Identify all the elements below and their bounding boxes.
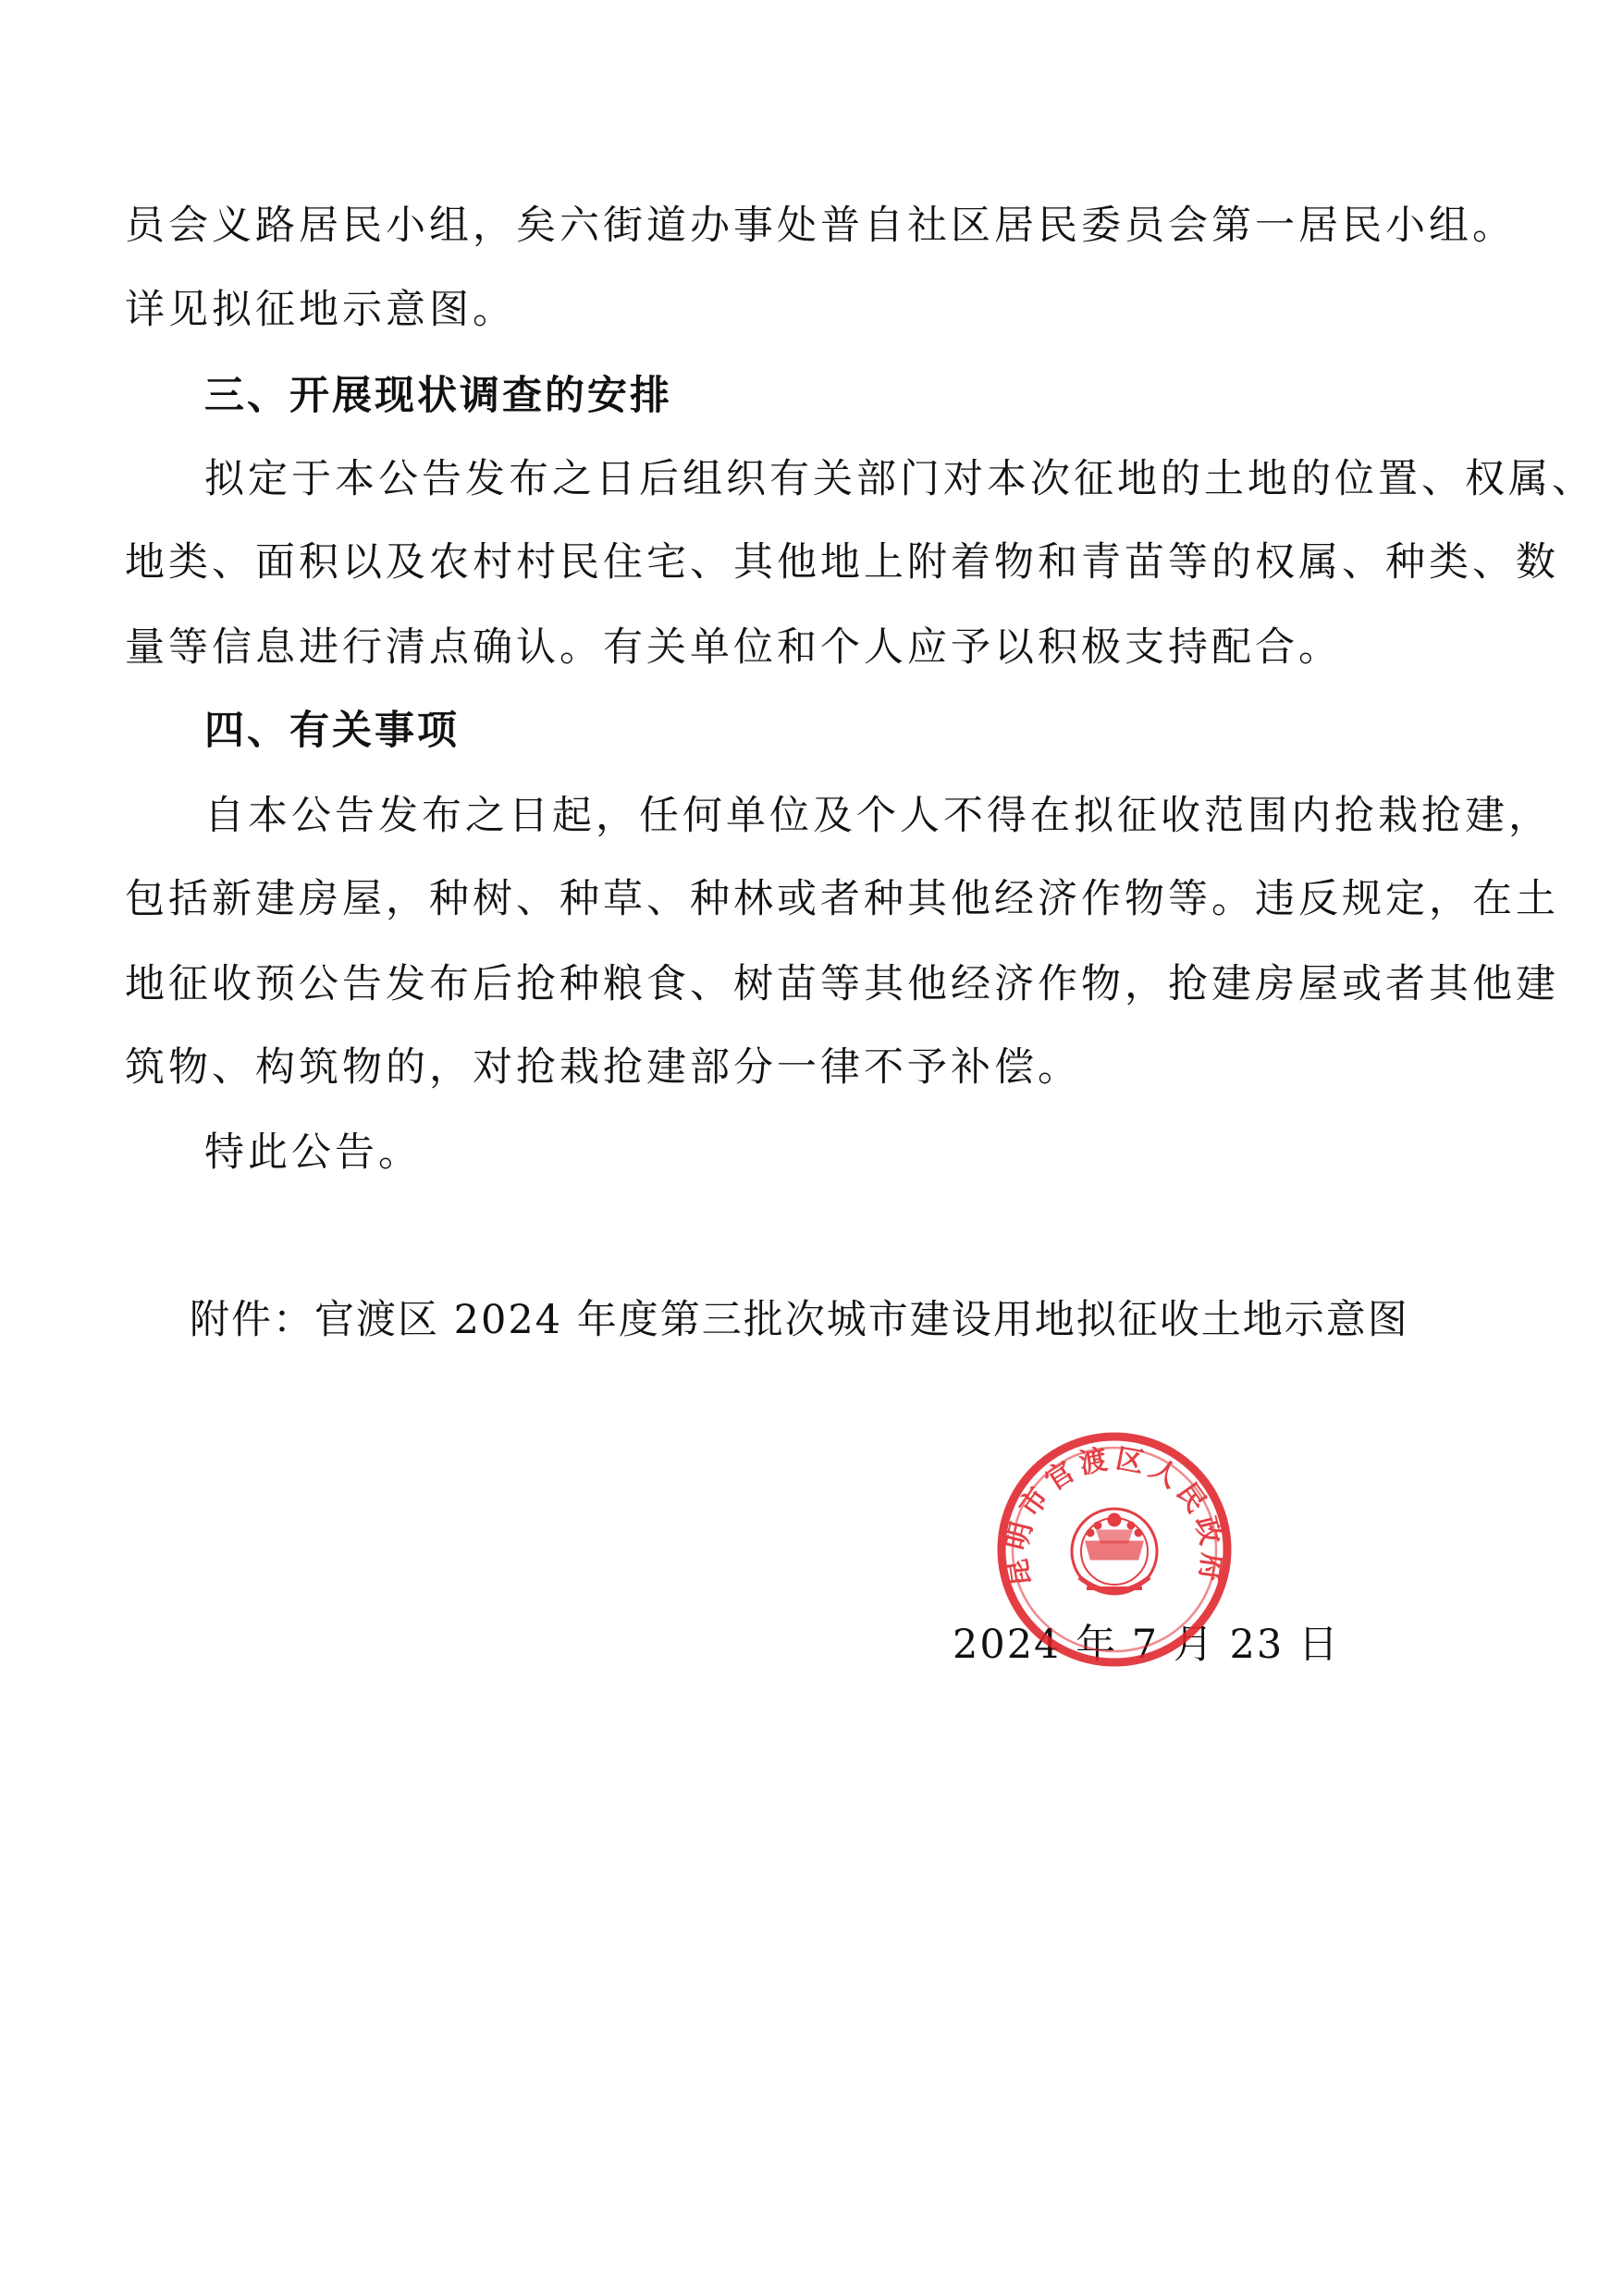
paragraph-1-line-2: 详见拟征地示意图。 — [125, 287, 516, 333]
closing-text: 特此公告。 — [204, 1129, 422, 1176]
paragraph-3-line-2: 包括新建房屋，种树、种草、种林或者种其他经济作物等。违反规定，在土 — [125, 876, 1559, 922]
seal-text: 昆明市官渡区人民政府 — [1000, 1442, 1229, 1589]
issue-date: 2024 年 7 月 23 日 — [953, 1622, 1340, 1668]
official-seal-stamp — [994, 1429, 1235, 1670]
section-heading-3: 三、开展现状调查的安排 — [204, 373, 672, 419]
paragraph-2-line-3: 量等信息进行清点确认。有关单位和个人应予以积极支持配合。 — [125, 624, 1342, 671]
attachment-note: 附件：官渡区 2024 年度第三批次城市建设用地拟征收土地示意图 — [190, 1297, 1409, 1343]
paragraph-1-line-1: 员会义路居民小组，矣六街道办事处普自社区居民委员会第一居民小组。 — [125, 203, 1516, 249]
paragraph-3-line-1: 自本公告发布之日起，任何单位及个人不得在拟征收范围内抢栽抢建， — [204, 793, 1552, 839]
paragraph-3-line-4: 筑物、构筑物的，对抢栽抢建部分一律不予补偿。 — [125, 1044, 1081, 1091]
section-heading-4: 四、有关事项 — [204, 708, 460, 754]
paragraph-2-line-2: 地类、面积以及农村村民住宅、其他地上附着物和青苗等的权属、种类、数 — [125, 539, 1559, 586]
paragraph-3-line-3: 地征收预公告发布后抢种粮食、树苗等其他经济作物，抢建房屋或者其他建 — [125, 961, 1559, 1007]
seal-emblem — [1072, 1509, 1157, 1594]
paragraph-2-line-1: 拟定于本公告发布之日后组织有关部门对本次征地的土地的位置、权属、 — [204, 456, 1595, 502]
